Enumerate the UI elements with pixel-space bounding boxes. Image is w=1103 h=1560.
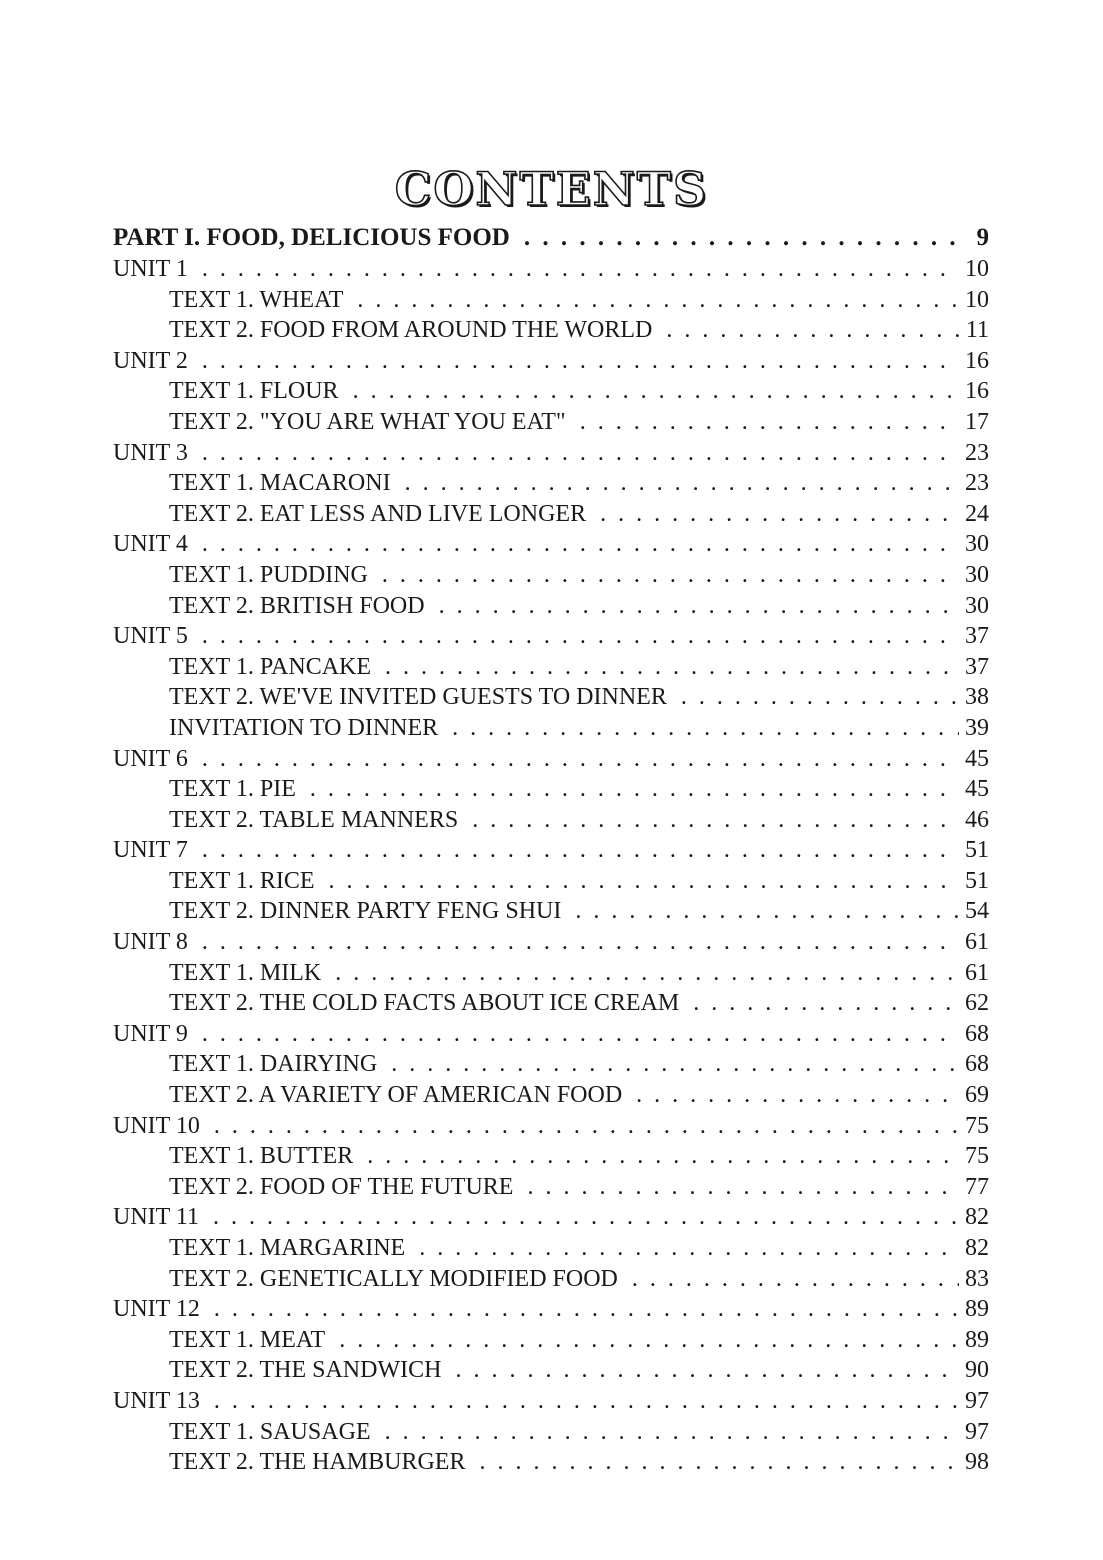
toc-page-number: 61 <box>965 959 989 986</box>
toc-unit-entry <box>113 529 989 560</box>
toc-entry-label: UNIT 13 <box>113 1387 200 1414</box>
dot-leader <box>455 1355 959 1386</box>
toc-unit-entry <box>113 1386 989 1417</box>
toc-entry-label: TEXT 2. "YOU ARE WHAT YOU EAT" <box>169 408 566 435</box>
toc-unit-entry <box>113 621 989 652</box>
toc-entry-label: TEXT 1. PANCAKE <box>169 653 372 680</box>
toc-unit-entry <box>113 1294 989 1325</box>
toc-entry-label: UNIT 10 <box>113 1112 200 1139</box>
toc-entry-label: TEXT 1. BUTTER <box>169 1143 354 1170</box>
toc-entry-label: TEXT 1. MACARONI <box>169 470 391 497</box>
toc-unit-entry <box>113 346 989 377</box>
toc-unit-entry <box>113 927 989 958</box>
toc-page-number: 39 <box>965 714 989 741</box>
dot-leader <box>202 835 959 866</box>
dot-leader <box>385 652 959 683</box>
dot-leader <box>382 560 959 591</box>
toc-entry-label: UNIT 9 <box>113 1020 188 1047</box>
toc-entry-label: TEXT 1. PUDDING <box>169 561 368 588</box>
toc-page-number: 97 <box>965 1387 989 1414</box>
toc-text-entry <box>113 896 989 927</box>
toc-text-entry <box>113 407 989 438</box>
dot-leader <box>214 1111 959 1142</box>
toc-page-number: 37 <box>965 653 989 680</box>
toc-page-number: 89 <box>965 1296 989 1323</box>
toc-entry-label: UNIT 3 <box>113 439 188 466</box>
toc-page-number: 16 <box>965 347 989 374</box>
dot-leader <box>524 222 959 254</box>
dot-leader <box>202 438 959 469</box>
toc-entry-label: TEXT 2. EAT LESS AND LIVE LONGER <box>169 500 587 527</box>
toc-text-entry <box>113 285 989 316</box>
dot-leader <box>213 1202 959 1233</box>
dot-leader <box>636 1080 959 1111</box>
toc-page-number: 89 <box>965 1326 989 1353</box>
dot-leader <box>439 591 959 622</box>
toc-page-number: 68 <box>965 1020 989 1047</box>
toc-text-entry <box>113 988 989 1019</box>
toc-text-entry <box>113 1080 989 1111</box>
toc-page-number: 16 <box>965 378 989 405</box>
toc-entry-label: TEXT 1. MILK <box>169 959 322 986</box>
toc-entry-label: UNIT 8 <box>113 929 188 956</box>
dot-leader <box>666 315 959 346</box>
dot-leader <box>202 529 959 560</box>
toc-page-number: 11 <box>965 317 989 344</box>
toc-entry-label: UNIT 1 <box>113 256 188 282</box>
toc-page-number: 45 <box>965 745 989 772</box>
toc-text-entry <box>113 315 989 346</box>
toc-page-number: 30 <box>965 561 989 588</box>
dot-leader <box>385 1417 959 1448</box>
toc-page-number: 9 <box>976 224 989 251</box>
toc-page-number: 10 <box>965 286 989 313</box>
dot-leader <box>202 346 959 377</box>
toc-text-entry <box>113 1417 989 1448</box>
toc-page-number: 77 <box>965 1173 989 1200</box>
dot-leader <box>353 376 959 407</box>
toc-entry-label: TEXT 1. RICE <box>169 867 315 894</box>
toc-entry-label: INVITATION TO DINNER <box>169 714 439 741</box>
toc-page-number: 90 <box>965 1357 989 1384</box>
dot-leader <box>391 1049 959 1080</box>
toc-page-number: 38 <box>965 684 989 711</box>
toc-text-entry <box>113 866 989 897</box>
toc-entry-label: PART I. FOOD, DELICIOUS FOOD <box>113 224 510 251</box>
dot-leader <box>527 1172 959 1203</box>
toc-page-number: 45 <box>965 776 989 803</box>
toc-text-entry <box>113 1447 989 1478</box>
toc-entry-label: TEXT 2. THE COLD FACTS ABOUT ICE CREAM <box>169 990 680 1017</box>
dot-leader <box>600 499 959 530</box>
toc-entry-label: TEXT 1. FLOUR <box>169 378 339 405</box>
toc-page-number: 10 <box>965 256 989 282</box>
page-title: CONTENTS <box>394 161 709 216</box>
toc-page-number: 23 <box>965 439 989 466</box>
toc-text-entry <box>113 376 989 407</box>
toc-entry-label: TEXT 2. BRITISH FOOD <box>169 592 425 619</box>
toc-entry-label: TEXT 2. A VARIETY OF AMERICAN FOOD <box>169 1082 623 1109</box>
toc-entry-label: TEXT 1. MARGARINE <box>169 1235 406 1261</box>
toc-entry-label: TEXT 2. TABLE MANNERS <box>169 806 459 833</box>
toc-entry-label: TEXT 2. THE SANDWICH <box>169 1357 442 1384</box>
toc-text-entry <box>113 682 989 713</box>
toc-page-number: 68 <box>965 1051 989 1078</box>
toc-entry-label: TEXT 1. DAIRYING <box>169 1051 378 1078</box>
toc-page-number: 97 <box>965 1418 989 1445</box>
toc-page-number: 51 <box>965 837 989 864</box>
toc-entry-label: TEXT 2. WE'VE INVITED GUESTS TO DINNER <box>169 684 667 711</box>
toc-page-number: 83 <box>965 1265 989 1292</box>
toc-text-entry <box>113 652 989 683</box>
toc-entry-label: TEXT 2. DINNER PARTY FENG SHUI <box>169 898 562 925</box>
toc-text-entry <box>113 805 989 836</box>
toc-page-number: 17 <box>965 408 989 435</box>
toc-text-entry <box>113 1264 989 1295</box>
table-of-contents <box>113 222 989 1478</box>
toc-entry-label: TEXT 2. THE HAMBURGER <box>169 1449 466 1476</box>
toc-entry-label: TEXT 1. WHEAT <box>169 286 344 313</box>
dot-leader <box>367 1141 959 1172</box>
toc-text-entry <box>113 774 989 805</box>
toc-entry-label: UNIT 5 <box>113 623 188 650</box>
toc-unit-entry <box>113 254 989 285</box>
toc-page-number: 61 <box>965 929 989 956</box>
dot-leader <box>472 805 959 836</box>
toc-part-entry <box>113 222 989 254</box>
toc-text-entry <box>113 958 989 989</box>
dot-leader <box>339 1325 959 1356</box>
dot-leader <box>214 1294 959 1325</box>
dot-leader <box>202 744 959 775</box>
toc-page-number: 69 <box>965 1082 989 1109</box>
dot-leader <box>357 285 959 316</box>
toc-text-entry <box>113 713 989 744</box>
toc-unit-entry <box>113 835 989 866</box>
dot-leader <box>575 896 959 927</box>
toc-entry-label: TEXT 2. GENETICALLY MODIFIED FOOD <box>169 1265 618 1292</box>
toc-unit-entry <box>113 1202 989 1233</box>
toc-entry-label: TEXT 1. PIE <box>169 776 296 803</box>
toc-text-entry <box>113 1049 989 1080</box>
toc-page-number: 24 <box>965 500 989 527</box>
toc-text-entry <box>113 499 989 530</box>
toc-entry-label: UNIT 7 <box>113 837 188 864</box>
dot-leader <box>681 682 959 713</box>
dot-leader <box>310 774 959 805</box>
toc-text-entry <box>113 1325 989 1356</box>
toc-entry-label: TEXT 1. MEAT <box>169 1326 326 1353</box>
dot-leader <box>632 1264 959 1295</box>
toc-page-number: 46 <box>965 806 989 833</box>
dot-leader <box>202 927 959 958</box>
toc-page-number: 30 <box>965 531 989 558</box>
toc-text-entry <box>113 1141 989 1172</box>
toc-page-number: 30 <box>965 592 989 619</box>
toc-entry-label: UNIT 12 <box>113 1296 200 1323</box>
toc-text-entry <box>113 1355 989 1386</box>
dot-leader <box>479 1447 959 1478</box>
dot-leader <box>580 407 959 438</box>
toc-text-entry <box>113 560 989 591</box>
toc-text-entry <box>113 1233 989 1264</box>
toc-entry-label: UNIT 4 <box>113 531 188 558</box>
toc-text-entry <box>113 468 989 499</box>
toc-entry-label: TEXT 2. FOOD FROM AROUND THE WORLD <box>169 317 653 344</box>
toc-entry-label: TEXT 2. FOOD OF THE FUTURE <box>169 1173 514 1200</box>
toc-page-number: 75 <box>965 1143 989 1170</box>
dot-leader <box>335 958 959 989</box>
dot-leader <box>452 713 959 744</box>
toc-text-entry <box>113 591 989 622</box>
toc-entry-label: UNIT 2 <box>113 347 188 374</box>
dot-leader <box>405 468 959 499</box>
dot-leader <box>693 988 959 1019</box>
toc-entry-label: UNIT 11 <box>113 1204 199 1231</box>
toc-page-number: 82 <box>965 1235 989 1261</box>
dot-leader <box>202 254 959 285</box>
toc-page-number: 62 <box>965 990 989 1017</box>
dot-leader <box>202 1019 959 1050</box>
toc-page-number: 75 <box>965 1112 989 1139</box>
dot-leader <box>329 866 959 897</box>
toc-unit-entry <box>113 744 989 775</box>
toc-page-number: 54 <box>965 898 989 925</box>
dot-leader <box>214 1386 959 1417</box>
toc-unit-entry <box>113 1019 989 1050</box>
toc-text-entry <box>113 1172 989 1203</box>
toc-unit-entry <box>113 438 989 469</box>
toc-page-number: 82 <box>965 1204 989 1231</box>
toc-page-number: 51 <box>965 867 989 894</box>
toc-page-number: 23 <box>965 470 989 497</box>
dot-leader <box>202 621 959 652</box>
toc-unit-entry <box>113 1111 989 1142</box>
toc-entry-label: UNIT 6 <box>113 745 188 772</box>
dot-leader <box>419 1233 959 1264</box>
toc-page-number: 37 <box>965 623 989 650</box>
toc-entry-label: TEXT 1. SAUSAGE <box>169 1418 371 1445</box>
toc-page-number: 98 <box>965 1449 989 1476</box>
